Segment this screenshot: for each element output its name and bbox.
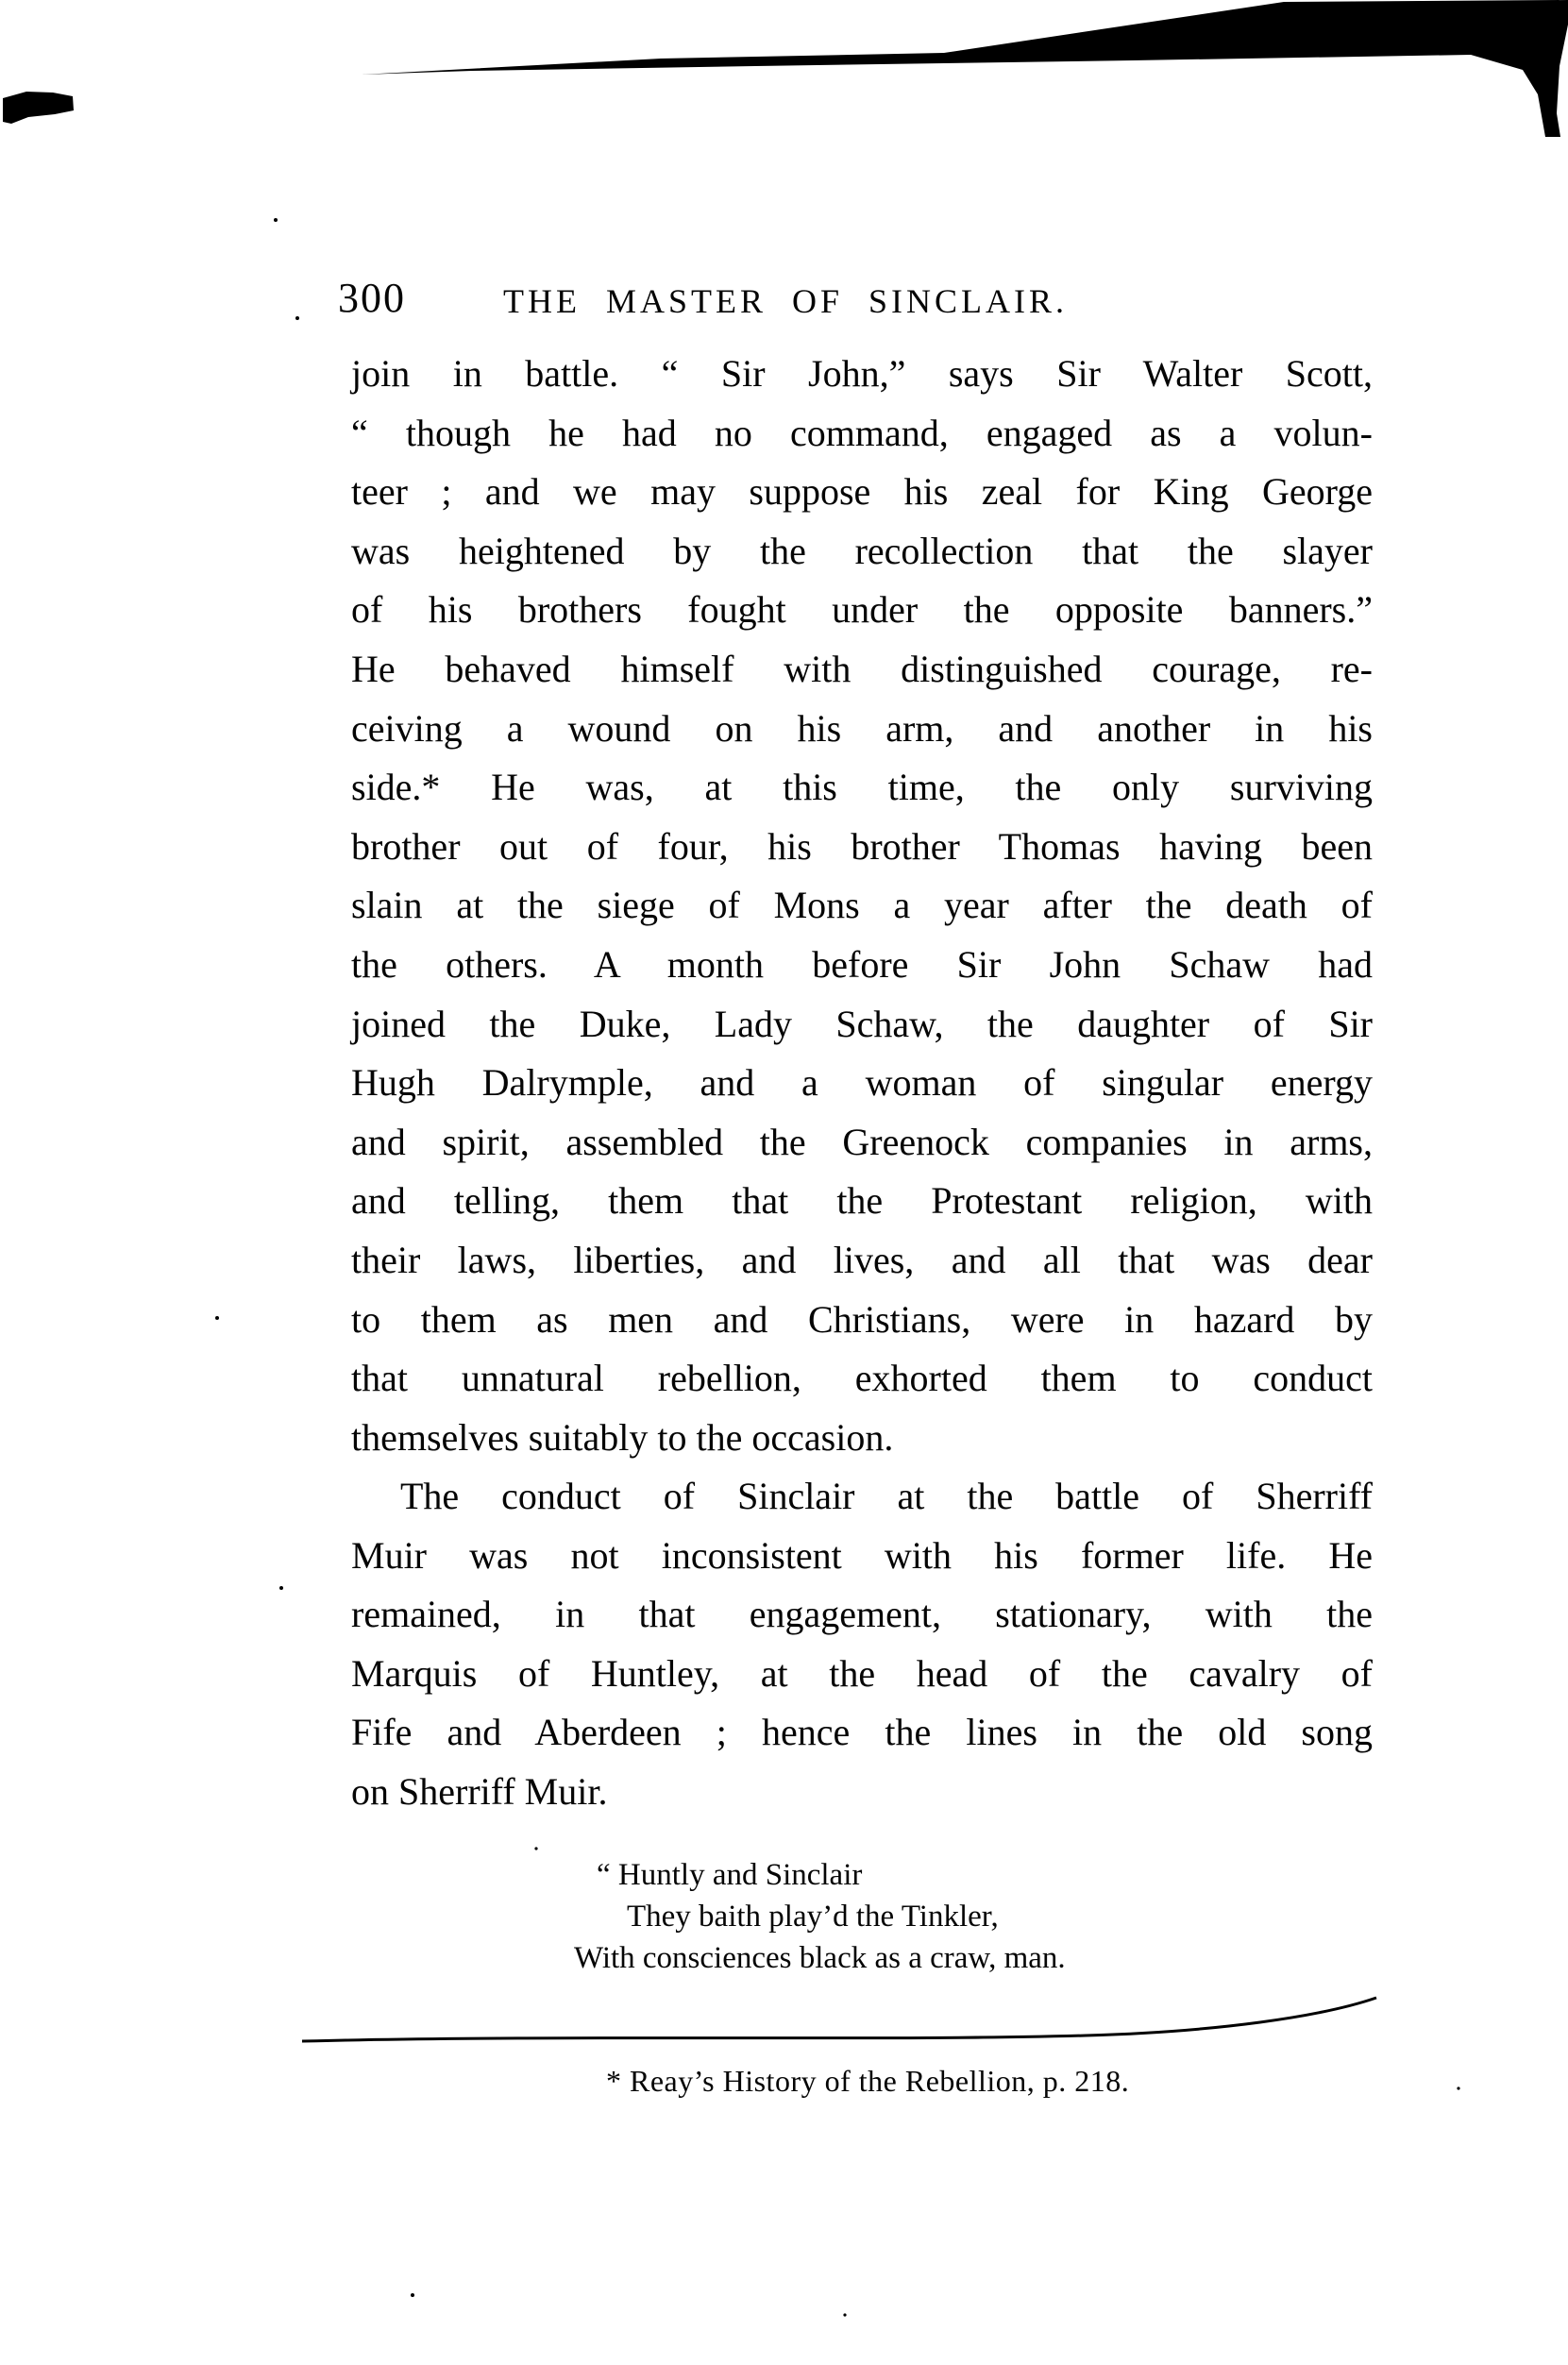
- text-line: to them as men and Christians, were in hazard by: [351, 1297, 1373, 1341]
- text-line: The conduct of Sinclair at the battle of Sherriff: [400, 1475, 1373, 1517]
- text-line: that unnatural rebellion, exhorted them to conduct: [351, 1357, 1373, 1400]
- running-title: THE MASTER OF SINCLAIR.: [502, 282, 1069, 320]
- text-line: on Sherriff Muir.: [351, 1769, 608, 1813]
- text-line: Marquis of Huntley, at the head of the cavalry of: [351, 1651, 1373, 1695]
- text-line: joined the Duke, Lady Schaw, the daughter of Sir: [351, 1002, 1373, 1045]
- text-line: and telling, them that the Protestant religion, with: [351, 1179, 1373, 1223]
- footnote: * Reay’s History of the Rebellion, p. 218.: [606, 2064, 1130, 2098]
- verse-line: They baith play’d the Tinkler,: [627, 1900, 999, 1934]
- text-line: “ though he had no command, engaged as a volun-: [351, 411, 1373, 454]
- body-paragraph-1: [351, 345, 1373, 1467]
- text-line: Fife and Aberdeen ; hence the lines in the old song: [351, 1711, 1373, 1754]
- body-paragraph-2: [351, 1467, 1373, 1822]
- text-line: brother out of four, his brother Thomas having been: [351, 824, 1373, 868]
- verse-line: “ Huntly and Sinclair: [597, 1858, 863, 1892]
- text-line: of his brothers fought under the opposite banners.”: [351, 588, 1373, 632]
- text-line: ceiving a wound on his arm, and another in his: [351, 706, 1373, 750]
- text-line: Muir was not inconsistent with his former life. He: [351, 1533, 1373, 1577]
- text-line: join in battle. “ Sir John,” says Sir Walter Scott,: [351, 352, 1373, 395]
- text-line: their laws, liberties, and lives, and all that was dear: [351, 1238, 1373, 1281]
- verse-line: With consciences black as a craw, man.: [574, 1941, 1066, 1975]
- text-line: slain at the siege of Mons a year after the death of: [351, 884, 1373, 927]
- verse-quote: [574, 1854, 1066, 1979]
- text-line: side.* He was, at this time, the only surviving: [351, 766, 1373, 809]
- text-line: and spirit, assembled the Greenock companies in arms,: [351, 1120, 1373, 1163]
- text-line: themselves suitably to the occasion.: [351, 1415, 894, 1459]
- scan-artifact-top-wedge: [362, 0, 1568, 137]
- text-line: Hugh Dalrymple, and a woman of singular energy: [351, 1061, 1373, 1105]
- page-number: 300: [338, 275, 406, 321]
- scan-artifact-left-mark: [3, 92, 74, 124]
- text-line: remained, in that engagement, stationary, with the: [351, 1593, 1373, 1636]
- text-line: teer ; and we may suppose his zeal for King George: [351, 470, 1373, 514]
- text-line: He behaved himself with distinguished courage, re-: [351, 647, 1373, 690]
- footnote-rule: [302, 1998, 1376, 2041]
- text-line: the others. A month before Sir John Schaw had: [351, 942, 1373, 986]
- text-line: was heightened by the recollection that the slayer: [351, 529, 1373, 572]
